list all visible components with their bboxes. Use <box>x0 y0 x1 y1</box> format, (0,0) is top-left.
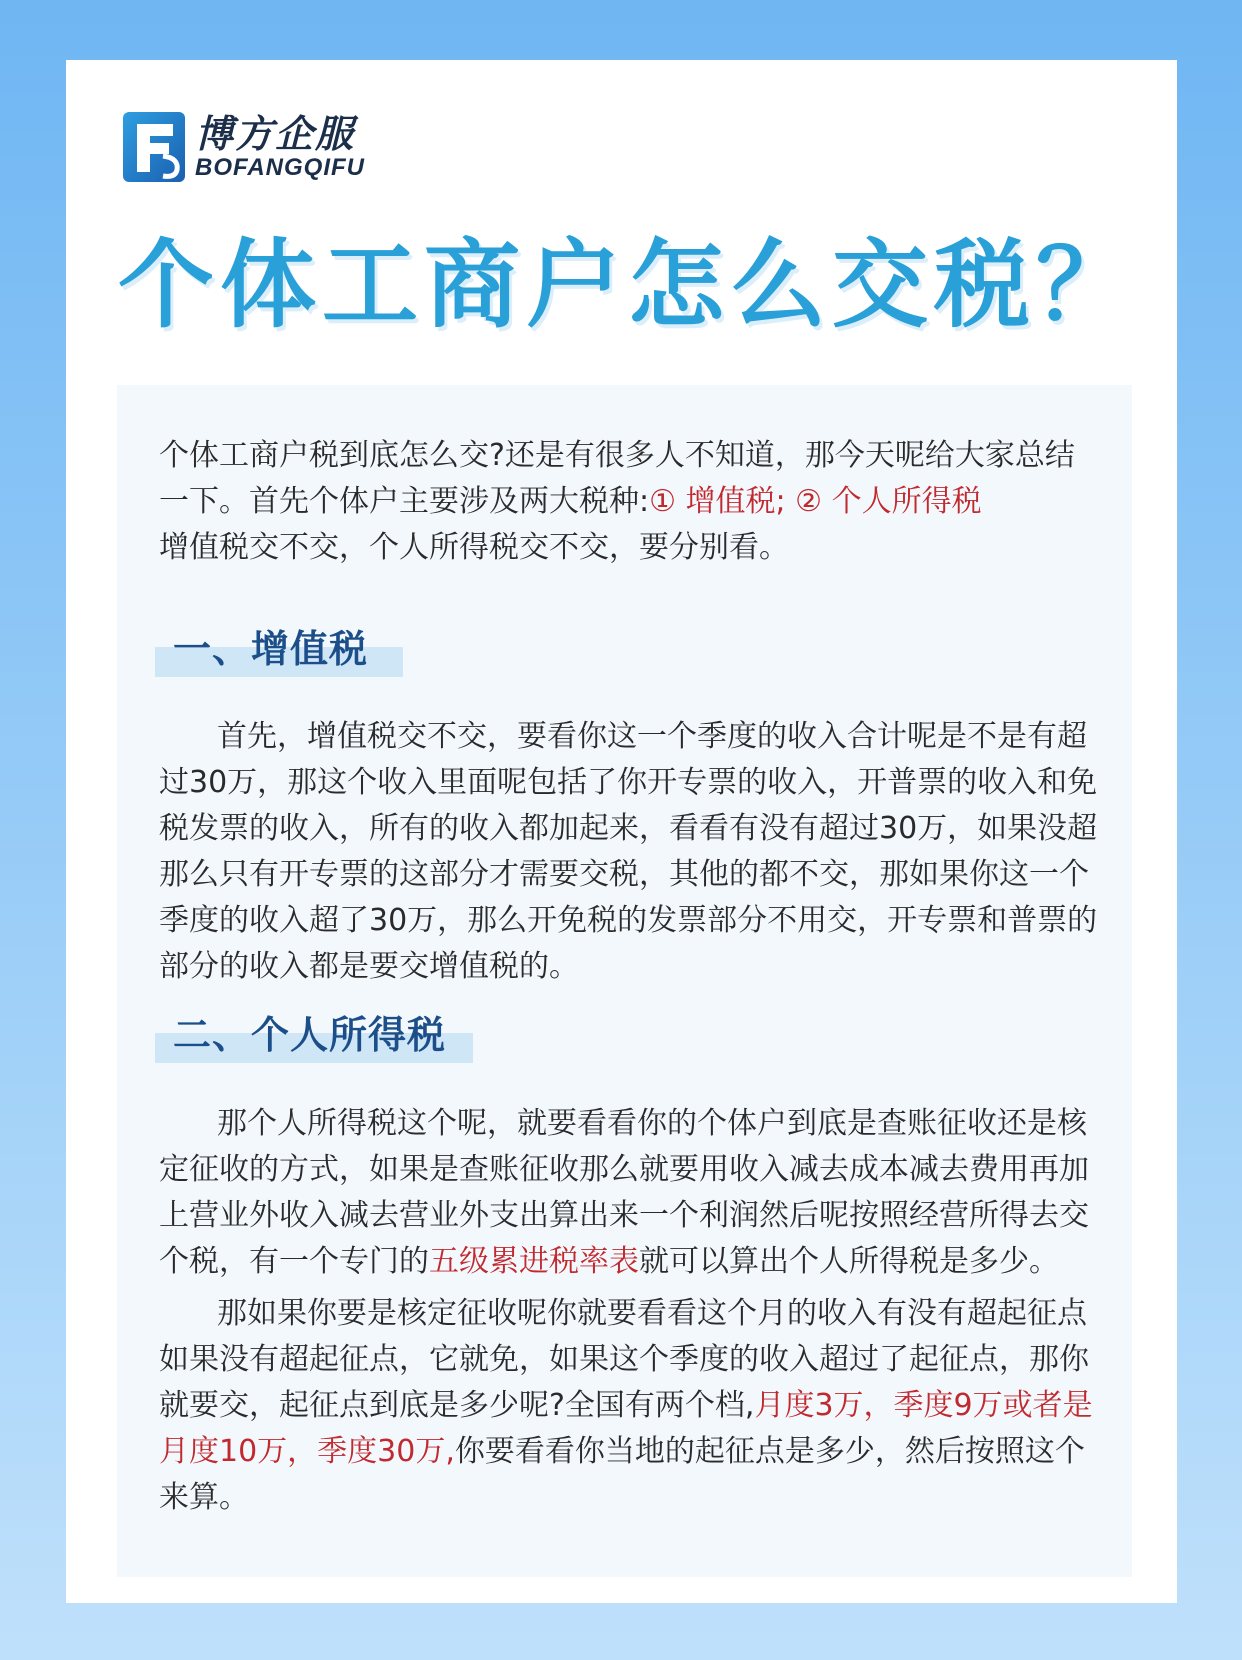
section-heading-text: 二、个人所得税 <box>173 1013 447 1057</box>
tax-rate-table-highlight: 五级累进税率表 <box>429 1244 639 1279</box>
income-tax-paragraph-2 <box>159 1291 1099 1521</box>
content-card <box>66 60 1177 1603</box>
brand-name-en: BOFANGQIFU <box>195 154 365 181</box>
brand-logo <box>123 112 365 182</box>
section-heading-text: 一、增值税 <box>173 627 369 671</box>
bofang-logo-icon <box>123 112 185 182</box>
threshold-text-1: 那如果你要是核定征收呢你就要看看这个月的收入有没有超起征点如果没有超起征点，它就免，如果这个季度的收入超过了起征点，那你就要交，起征点到底是多少呢?全国有两个档, <box>159 1296 1089 1423</box>
income-tax-text-2: 就可以算出个人所得税是多少。 <box>639 1244 1059 1279</box>
brand-text <box>195 113 365 181</box>
income-tax-paragraph-1 <box>159 1101 1099 1285</box>
brand-name-cn: 博方企服 <box>195 112 356 156</box>
intro-text-1: 个体工商户税到底怎么交?还是有很多人不知道，那今天呢给大家总结一下。首先个体户主要涉及两大税种: <box>159 438 1075 519</box>
section-heading-income-tax <box>155 993 473 1063</box>
intro-text-2: 增值税交不交，个人所得税交不交，要分别看。 <box>159 530 789 565</box>
section-heading-vat <box>155 607 403 677</box>
page-title: 个体工商户怎么交税？ <box>118 229 1138 341</box>
article-body <box>117 385 1132 1577</box>
vat-paragraph: 首先，增值税交不交，要看你这一个季度的收入合计呢是不是有超过30万，那这个收入里面呢包括了你开专票的收入，开普票的收入和免税发票的收入，所有的收入都加起来，看看有没有超过30万，如果没超那么只有开专票的这部分才需要交税，其他的都不交，那如果你这一个季度的收入超了30万，那么开免税的发票部分不用交，开专票和普票的部分的收入都是要交增值税的。 <box>159 719 1098 984</box>
threshold-highlight: 月度3万，季度9万或者是月度10万，季度30万, <box>159 1388 1093 1469</box>
income-tax-text-1: 那个人所得税这个呢，就要看看你的个体户到底是查账征收还是核定征收的方式，如果是查账征收那么就要用收入减去成本减去费用再加上营业外收入减去营业外支出算出来一个利润然后呢按照经营所得去交个税，有一个专门的 <box>159 1106 1089 1279</box>
intro-paragraph <box>159 433 1099 571</box>
threshold-text-2: 你要看看你当地的起征点是多少，然后按照这个来算。 <box>159 1434 1085 1515</box>
intro-highlight: ① 增值税; ② 个人所得税 <box>649 484 982 519</box>
